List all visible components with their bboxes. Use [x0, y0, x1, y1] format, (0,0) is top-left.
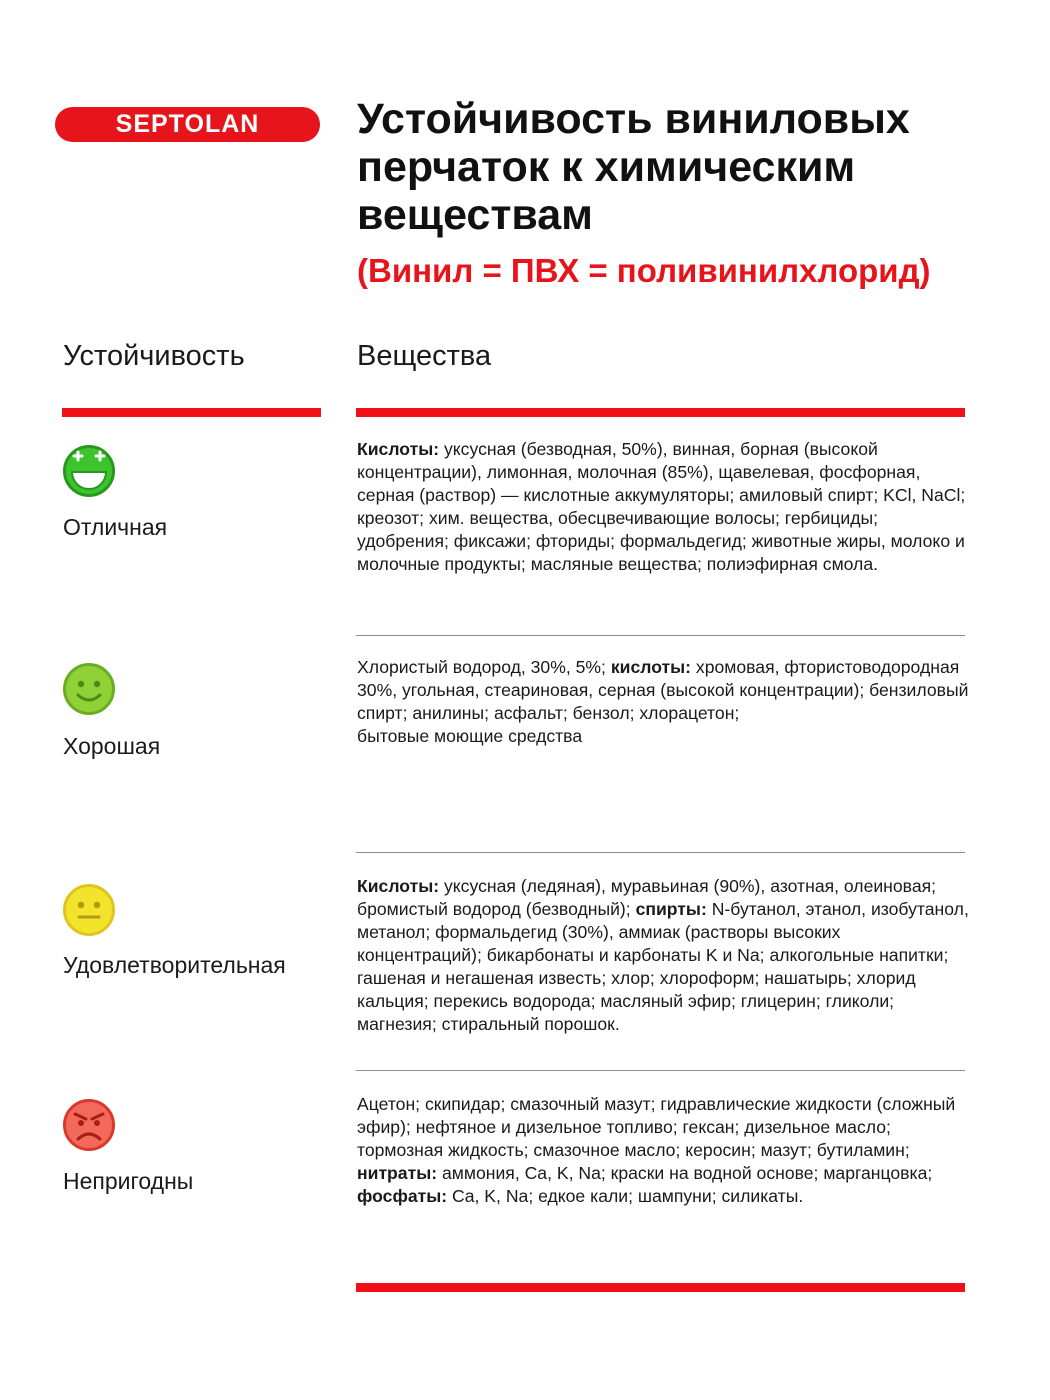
- rating-label-unsuitable: Непригодны: [63, 1168, 194, 1194]
- row-divider: [356, 635, 965, 636]
- substances-good: [357, 656, 969, 748]
- substance-list: N-бутанол, этанол, изобутанол, метанол; формальдегид (30%), аммиак (растворы высоких концентраций); бикарбонаты и карбонаты K и Na; алкогольные напитки; гашеная и негашеная известь; хлор; хлороформ; нашатырь; хлорид кальция; перекись водорода; масляный эфир; глицерин; гликоли; магнезия; стиральный порошок.: [357, 899, 969, 1034]
- header-divider-right: [356, 408, 965, 417]
- footer-divider: [356, 1283, 965, 1292]
- neutral-face-icon: [62, 883, 116, 937]
- rating-label-excellent: Отличная: [63, 514, 168, 540]
- substance-list: уксусная (ледяная), муравьиная (90%), азотная, олеиновая; бромистый водород (безводный);: [357, 876, 937, 919]
- substance-list: аммония, Ca, K, Na; краски на водной основе; марганцовка;: [437, 1163, 933, 1183]
- substance-category: спирты:: [635, 899, 707, 919]
- header-divider-left: [62, 408, 321, 417]
- column-header-substances: Вещества: [357, 340, 492, 372]
- smiling-face-icon: [62, 662, 116, 716]
- column-header-resistance: Устойчивость: [63, 340, 245, 372]
- row-divider: [356, 852, 965, 853]
- rating-label-good: Хорошая: [63, 733, 161, 759]
- substances-satisfactory: [357, 875, 969, 1036]
- substance-category: Кислоты:: [357, 439, 440, 459]
- substance-category: кислоты:: [610, 657, 692, 677]
- substance-list: хромовая, фтористоводородная 30%, угольная, стеариновая, серная (высокой концентрации); бензиловый спирт; анилины; асфальт; бензол; хлорацетон;: [357, 657, 969, 723]
- substance-list: Ca, K, Na; едкое кали; шампуни; силикаты.: [447, 1186, 804, 1206]
- angry-face-icon: [62, 1098, 116, 1152]
- substances-excellent: [357, 438, 969, 576]
- substance-category: Кислоты:: [357, 876, 440, 896]
- page-title: Устойчивость виниловых перчаток к химическим веществам: [357, 95, 910, 239]
- septolan-logo: SEPTOLAN: [55, 107, 320, 142]
- rating-label-satisfactory: Удовлетворительная: [63, 952, 286, 978]
- row-divider: [356, 1070, 965, 1071]
- substance-category: фосфаты:: [357, 1186, 448, 1206]
- substance-list: Ацетон; скипидар; смазочный мазут; гидравлические жидкости (сложный эфир); нефтяное и дизельное топливо; гексан; дизельное масло; тормозная жидкость; смазочное масло; керосин; мазут; бутиламин;: [357, 1094, 956, 1160]
- substance-category: нитраты:: [357, 1163, 438, 1183]
- page-subtitle: (Винил = ПВХ = поливинилхлорид): [357, 252, 931, 289]
- grinning-face-icon: [62, 444, 116, 498]
- substance-list: бытовые моющие средства: [357, 726, 583, 746]
- substance-list: уксусная (безводная, 50%), винная, борная (высокой концентрации), лимонная, молочная (85%), щавелевая, фосфорная, серная (раствор) — кислотные аккумуляторы; амиловый спирт; KCl, NaCl; креозот; хим. вещества, обесцвечивающие волосы; гербициды; удобрения; фиксажи; фториды; формальдегид; животные жиры, молоко и молочные продукты; масляные вещества; полиэфирная смола.: [357, 439, 966, 574]
- substance-list: Хлористый водород, 30%, 5%;: [357, 657, 611, 677]
- substances-unsuitable: [357, 1093, 969, 1208]
